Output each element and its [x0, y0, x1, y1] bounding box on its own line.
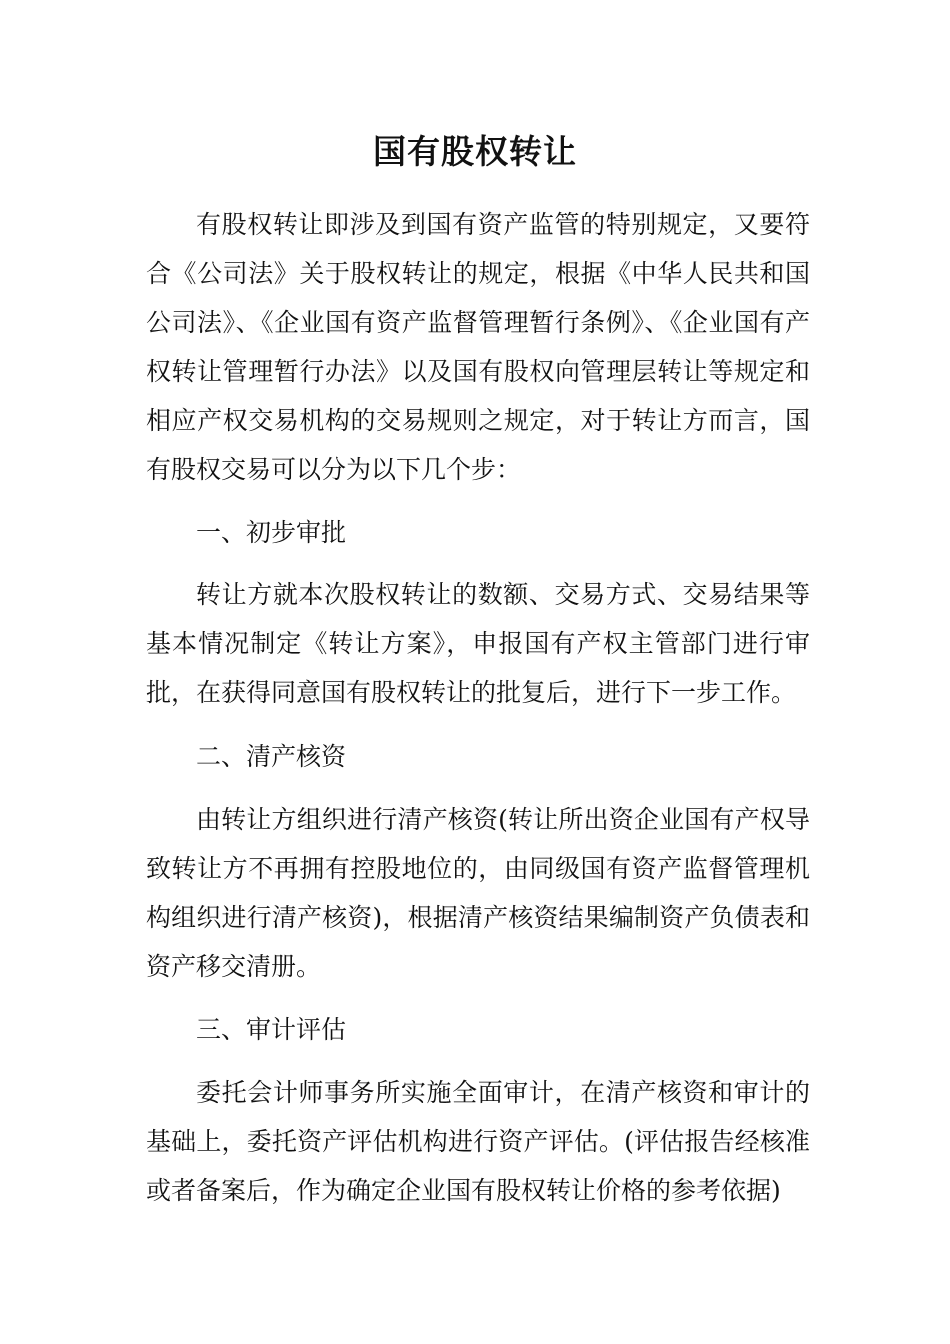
audit-evaluation-paragraph: 委托会计师事务所实施全面审计，在清产核资和审计的基础上，委托资产评估机构进行资产评估。(评估报告经核准或者备案后，作为确定企业国有股权转让价格的参考依据): [146, 1078, 810, 1205]
intro-paragraph: 有股权转让即涉及到国有资产监管的特别规定，又要符合《公司法》关于股权转让的规定，根据《中华人民共和国公司法》、《企业国有资产监督管理暂行条例》、《企业国有产权转让管理暂行办法》以及国有股权向管理层转让等规定和相应产权交易机构的交易规则之规定，对于转让方而言，国有股权交易可以分为以下几个步：: [146, 210, 810, 484]
document-title: 国有股权转让: [373, 132, 577, 171]
section-heading-audit-evaluation: 三、审计评估: [196, 1015, 347, 1044]
section-heading-asset-verification: 二、清产核资: [196, 742, 347, 771]
initial-approval-paragraph: 转让方就本次股权转让的数额、交易方式、交易结果等基本情况制定《转让方案》，申报国有产权主管部门进行审批，在获得同意国有股权转让的批复后，进行下一步工作。: [146, 580, 810, 707]
asset-verification-paragraph: 由转让方组织进行清产核资(转让所出资企业国有产权导致转让方不再拥有控股地位的，由同级国有资产监督管理机构组织进行清产核资)，根据清产核资结果编制资产负债表和资产移交清册。: [146, 805, 810, 981]
section-heading-initial-approval: 一、初步审批: [196, 518, 347, 547]
